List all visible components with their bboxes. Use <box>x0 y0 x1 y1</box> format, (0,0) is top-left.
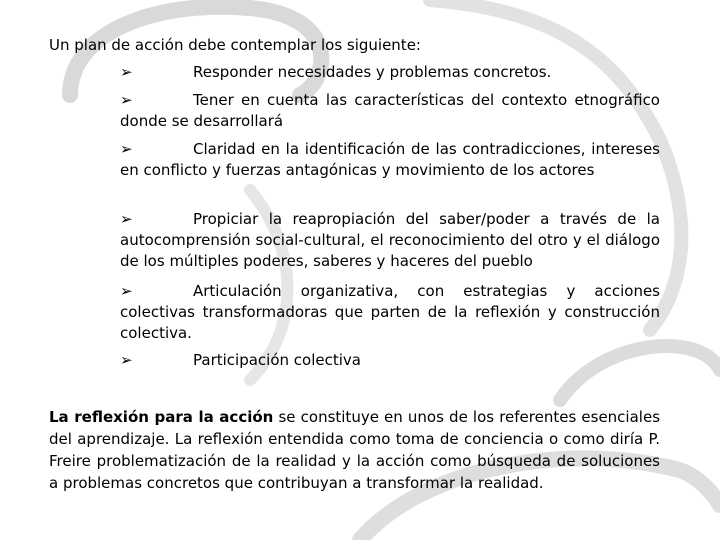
arrow-bullet-icon: ➢ <box>120 63 133 81</box>
arrow-bullet-icon: ➢ <box>120 210 133 228</box>
bullet-text: Participación colectiva <box>193 351 361 369</box>
arrow-bullet-icon: ➢ <box>120 282 133 300</box>
arrow-bullet-icon: ➢ <box>120 351 133 369</box>
bullet-item <box>120 139 660 181</box>
bullet-item <box>120 350 660 371</box>
paragraph-body: se constituye en unos de los referentes esenciales del aprendizaje. La reflexión entendida como toma de conciencia o como diría P. Freire problematización de la realidad y la acción como búsqueda de soluciones a problemas concretos que contribuyan a transformar la realidad. <box>49 408 661 492</box>
bullet-text: Propiciar la reapropiación del saber/poder a través de la autocomprensión social-cultural, el reconocimiento del otro y el diálogo de los múltiples poderes, saberes y haceres del pueblo <box>120 210 660 270</box>
bullet-text: Tener en cuenta las características del contexto etnográfico donde se desarrollará <box>120 91 660 130</box>
bullet-text: Responder necesidades y problemas concretos. <box>193 63 552 81</box>
arrow-bullet-icon: ➢ <box>120 140 133 158</box>
bullet-text: Articulación organizativa, con estrategias y acciones colectivas transformadoras que parten de la reflexión y construcción colectiva. <box>120 282 660 342</box>
arrow-bullet-icon: ➢ <box>120 91 133 109</box>
bullet-item <box>120 62 660 83</box>
bullet-text: Claridad en la identificación de las contradicciones, intereses en conflicto y fuerzas antagónicas y movimiento de los actores <box>120 140 660 179</box>
bullet-item <box>120 209 660 272</box>
reflection-paragraph <box>49 406 660 494</box>
paragraph-lead: La reflexión para la acción <box>49 408 274 426</box>
bullet-item <box>120 281 660 344</box>
intro-text: Un plan de acción debe contemplar los siguiente: <box>49 36 421 54</box>
bullet-item <box>120 90 660 132</box>
